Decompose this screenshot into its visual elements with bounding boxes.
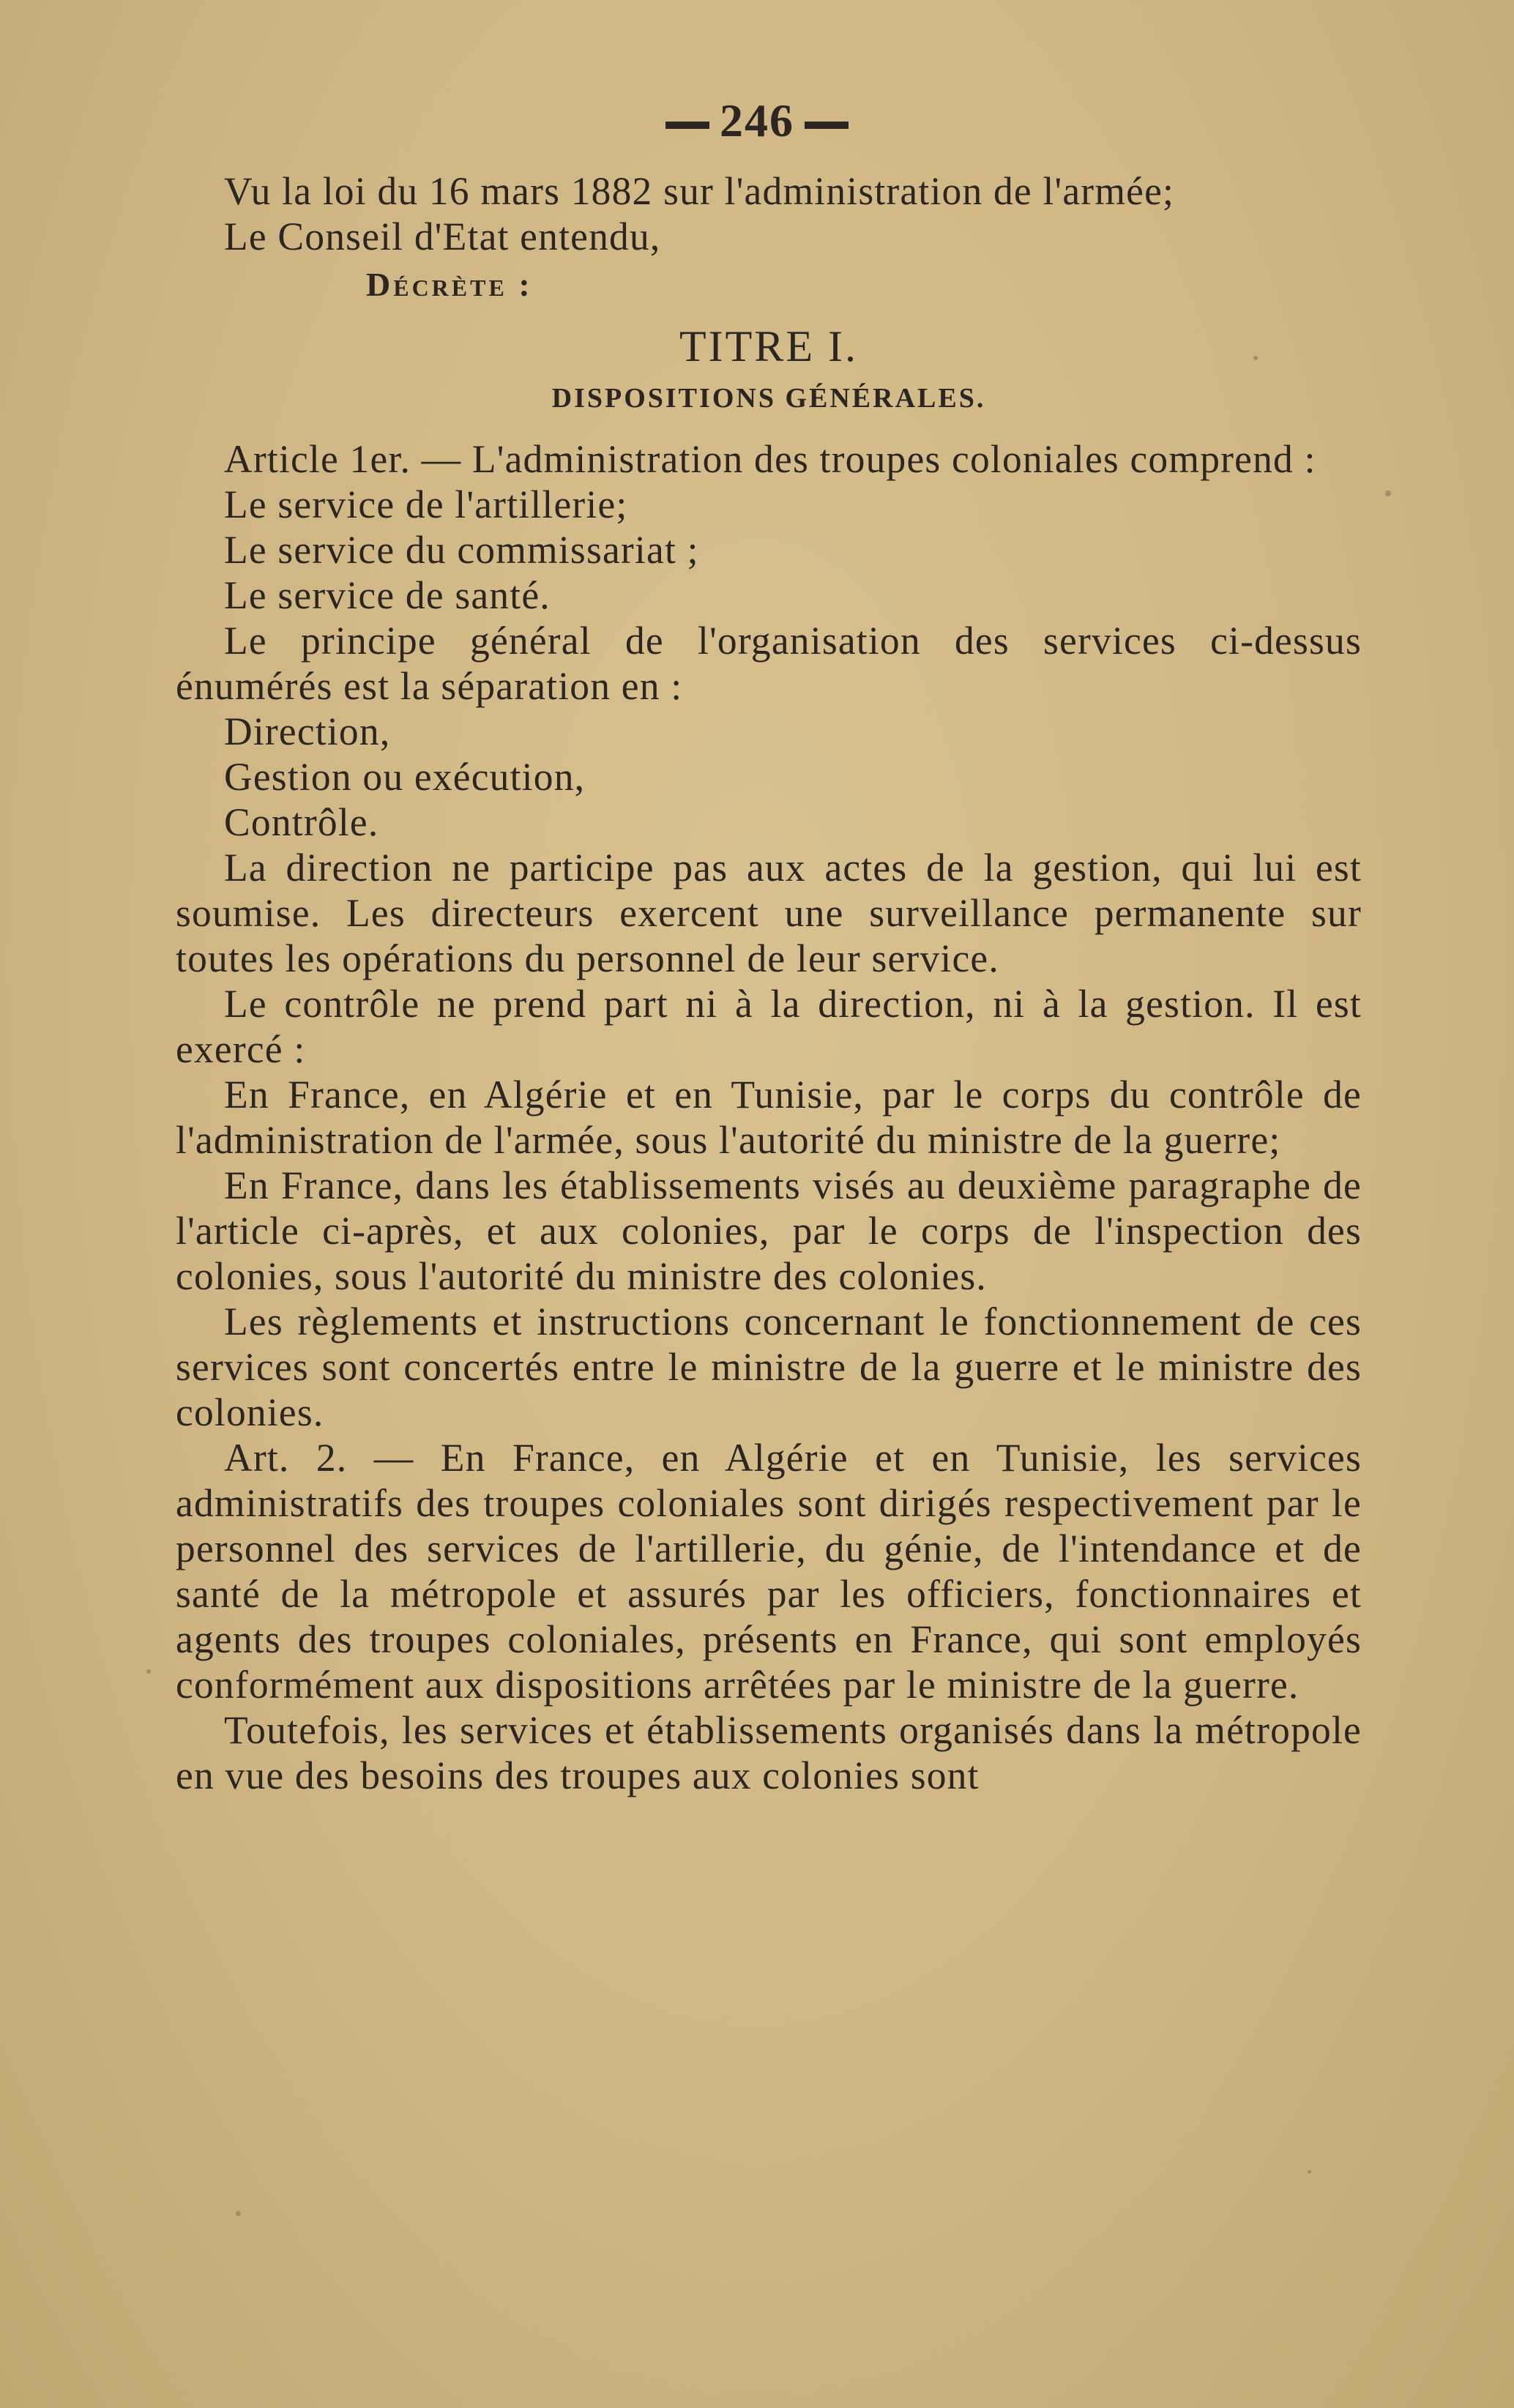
paper-speck [1385,491,1391,496]
paragraph: Vu la loi du 16 mars 1882 sur l'administration de l'armée; [224,169,1175,213]
paragraph: Le principe général de l'organisation des services ci-dessus énumérés est la séparation en : [176,619,1362,708]
paragraph: En France, en Algérie et en Tunisie, par le corps du contrôle de l'administration de l'armée, sous l'autorité du ministre de la guerre; [176,1073,1362,1162]
paragraph: Direction, [224,709,391,753]
paper-speck [1308,2170,1311,2174]
paragraph: Article 1er. — L'administration des troupes coloniales comprend : [224,437,1316,481]
paragraph: Toutefois, les services et établissements organisés dans la métropole en vue des besoins des troupes aux colonies sont [176,1708,1362,1797]
paragraph: Gestion ou exécution, [224,755,586,799]
paragraph: Le Conseil d'Etat entendu, [224,215,661,258]
paragraph: Le service du commissariat ; [224,528,699,572]
paragraph: Le service de santé. [224,573,551,617]
page-number [0,94,1514,148]
paragraph: Contrôle. [224,800,379,844]
paper-speck [1253,356,1258,360]
paper-speck [146,1669,151,1674]
paragraph: Les règlements et instructions concernant le fonctionnement de ces services sont concertés entre le ministre de la guerre et le ministre des colonies. [176,1300,1362,1434]
paragraph: Le service de l'artillerie; [224,482,628,526]
paper-speck [236,2211,241,2216]
body-text [176,168,1362,1798]
section-subtitle: DISPOSITIONS GÉNÉRALES. [551,383,986,414]
paragraph: La direction ne participe pas aux actes de la gestion, qui lui est soumise. Les directeurs exercent une surveillance permanente sur toutes les opérations du personnel de leur service. [176,846,1362,980]
ornament-dash-left [665,122,709,129]
decree-heading: Décrète : [366,266,533,303]
paragraph: Le contrôle ne prend part ni à la direction, ni à la gestion. Il est exercé : [176,982,1362,1071]
paragraph: En France, dans les établissements visés au deuxième paragraphe de l'article ci-après, et aux colonies, par le corps de l'inspection des colonies, sous l'autorité du ministre des colonies. [176,1163,1362,1298]
page-number-text: 246 [720,94,794,146]
section-title: TITRE I. [679,322,858,370]
paragraph: Art. 2. — En France, en Algérie et en Tunisie, les services administratifs des troupes coloniales sont dirigés respectivement par le personnel des services de l'artillerie, du génie, de l'intendance et de santé de la métropole et assurés par les officiers, fonctionnaires et agents des troupes coloniales, présents en France, qui sont employés conformément aux dispositions arrêtées par le ministre de la guerre. [176,1436,1362,1707]
ornament-dash-right [805,122,849,129]
